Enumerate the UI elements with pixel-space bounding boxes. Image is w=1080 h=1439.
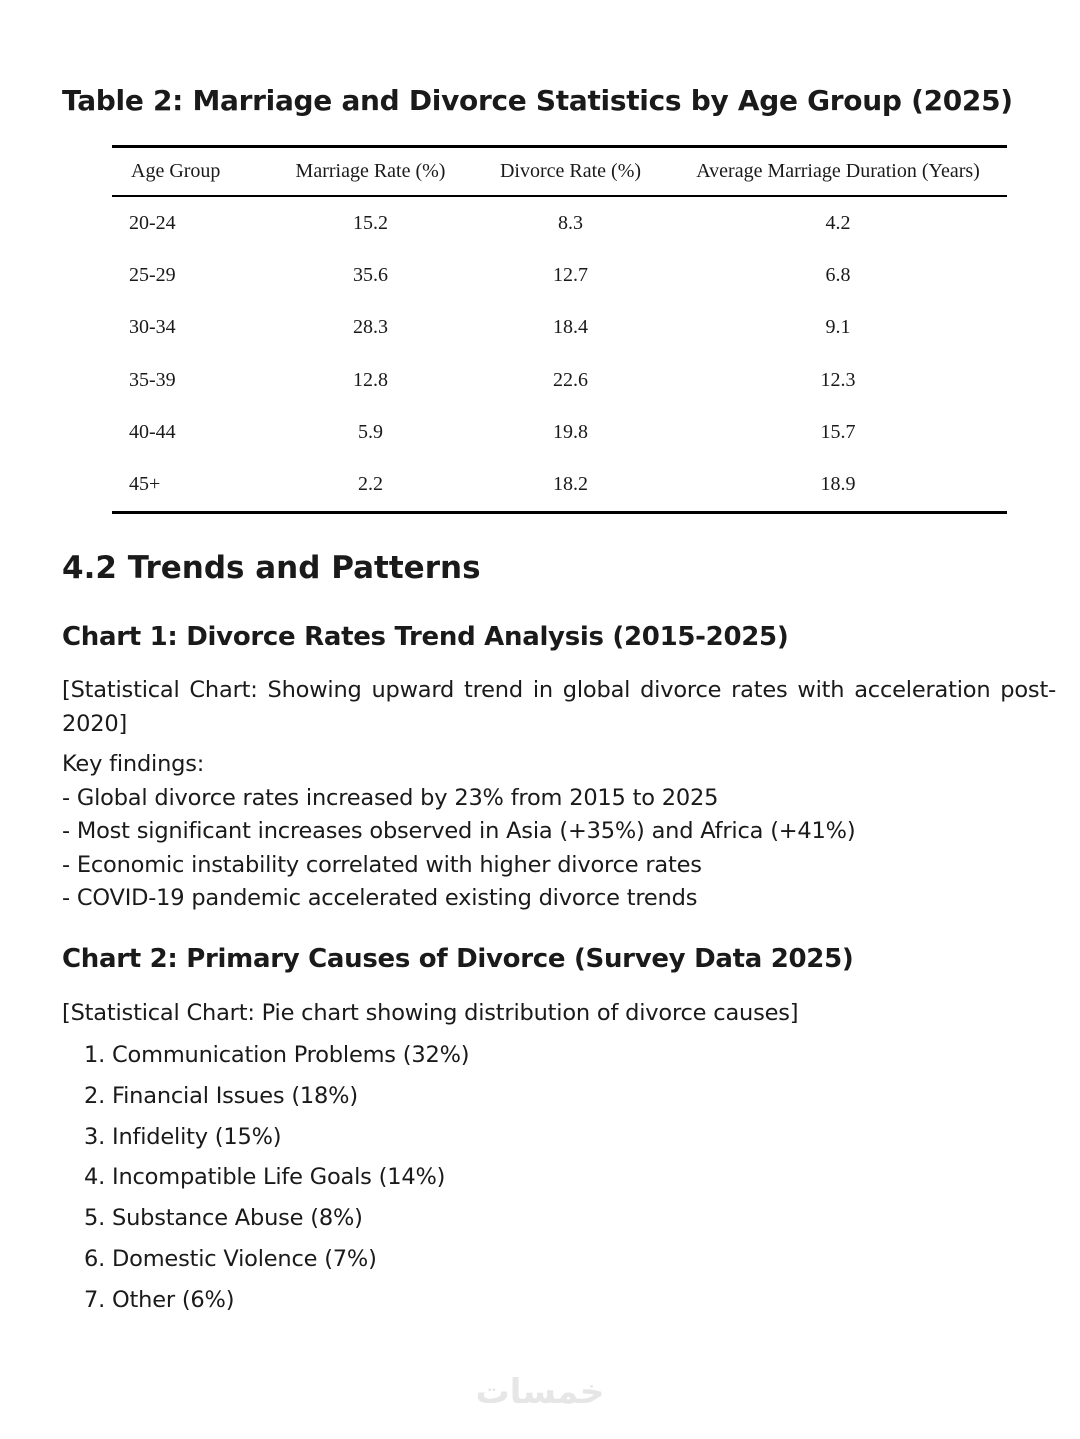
watermark-logo: خمسات xyxy=(475,1372,605,1412)
section-heading: 4.2 Trends and Patterns xyxy=(62,550,481,586)
chart1-placeholder: [Statistical Chart: Showing upward trend in global divorce rates with acceleration post-2020] xyxy=(62,677,1056,737)
table-title: Table 2: Marriage and Divorce Statistics by Age Group (2025) xyxy=(62,84,1013,117)
list-item: 1. Communication Problems (32%) xyxy=(84,1042,470,1068)
cell-avg-duration: 18.9 xyxy=(820,473,856,496)
list-item: - Global divorce rates increased by 23% from 2015 to 2025 xyxy=(62,784,719,811)
cell-marriage-rate: 35.6 xyxy=(353,263,388,286)
table-row xyxy=(112,354,1007,406)
causes-list xyxy=(84,1038,469,1324)
cell-age-group: 35-39 xyxy=(129,368,176,391)
findings-list xyxy=(62,782,1056,916)
column-header-marriage-rate: Marriage Rate (%) xyxy=(295,160,446,182)
chart2-placeholder: [Statistical Chart: Pie chart showing distribution of divorce causes] xyxy=(62,1000,799,1026)
table-row xyxy=(112,249,1007,301)
cell-marriage-rate: 5.9 xyxy=(358,420,383,443)
cell-age-group: 20-24 xyxy=(129,211,176,234)
cell-avg-duration: 9.1 xyxy=(825,316,851,339)
cell-divorce-rate: 18.4 xyxy=(553,316,588,339)
cell-age-group: 30-34 xyxy=(129,316,176,339)
table-row xyxy=(112,302,1007,354)
list-item: 2. Financial Issues (18%) xyxy=(84,1082,358,1109)
list-item: 6. Domestic Violence (7%) xyxy=(84,1245,377,1272)
cell-marriage-rate: 12.8 xyxy=(353,368,388,391)
cell-avg-duration: 4.2 xyxy=(825,211,851,234)
findings-label: Key findings: xyxy=(62,751,205,777)
cell-age-group: 40-44 xyxy=(129,420,176,443)
table-row xyxy=(112,406,1007,458)
cell-marriage-rate: 15.2 xyxy=(353,211,388,234)
chart1-findings xyxy=(62,748,1056,916)
cell-divorce-rate: 18.2 xyxy=(553,473,588,496)
list-item: - Most significant increases observed in Asia (+35%) and Africa (+41%) xyxy=(62,818,856,844)
cell-avg-duration: 12.3 xyxy=(820,368,856,391)
cell-marriage-rate: 2.2 xyxy=(358,473,383,496)
cell-age-group: 25-29 xyxy=(129,263,176,286)
column-header-divorce-rate: Divorce Rate (%) xyxy=(499,160,642,182)
list-item: 3. Infidelity (15%) xyxy=(84,1123,282,1150)
cell-divorce-rate: 12.7 xyxy=(553,263,588,286)
table-row xyxy=(112,458,1007,512)
column-header-avg-duration: Average Marriage Duration (Years) xyxy=(696,160,980,182)
cell-avg-duration: 6.8 xyxy=(825,263,851,286)
list-item: - COVID-19 pandemic accelerated existing divorce trends xyxy=(62,885,698,911)
cell-age-group: 45+ xyxy=(129,473,161,496)
chart2-heading: Chart 2: Primary Causes of Divorce (Survey Data 2025) xyxy=(62,944,854,974)
list-item: 7. Other (6%) xyxy=(84,1286,235,1313)
table-row xyxy=(112,196,1007,249)
chart1-heading: Chart 1: Divorce Rates Trend Analysis (2015-2025) xyxy=(62,622,789,652)
cell-avg-duration: 15.7 xyxy=(820,420,856,443)
cell-divorce-rate: 19.8 xyxy=(553,420,588,443)
statistics-table xyxy=(112,145,1007,514)
cell-marriage-rate: 28.3 xyxy=(353,316,388,339)
list-item: 4. Incompatible Life Goals (14%) xyxy=(84,1164,446,1191)
column-header-age-group: Age Group xyxy=(131,160,221,182)
list-item: - Economic instability correlated with higher divorce rates xyxy=(62,851,702,878)
table-header-row xyxy=(112,147,1007,197)
cell-divorce-rate: 8.3 xyxy=(558,211,583,234)
list-item: 5. Substance Abuse (8%) xyxy=(84,1205,363,1232)
cell-divorce-rate: 22.6 xyxy=(553,368,588,391)
